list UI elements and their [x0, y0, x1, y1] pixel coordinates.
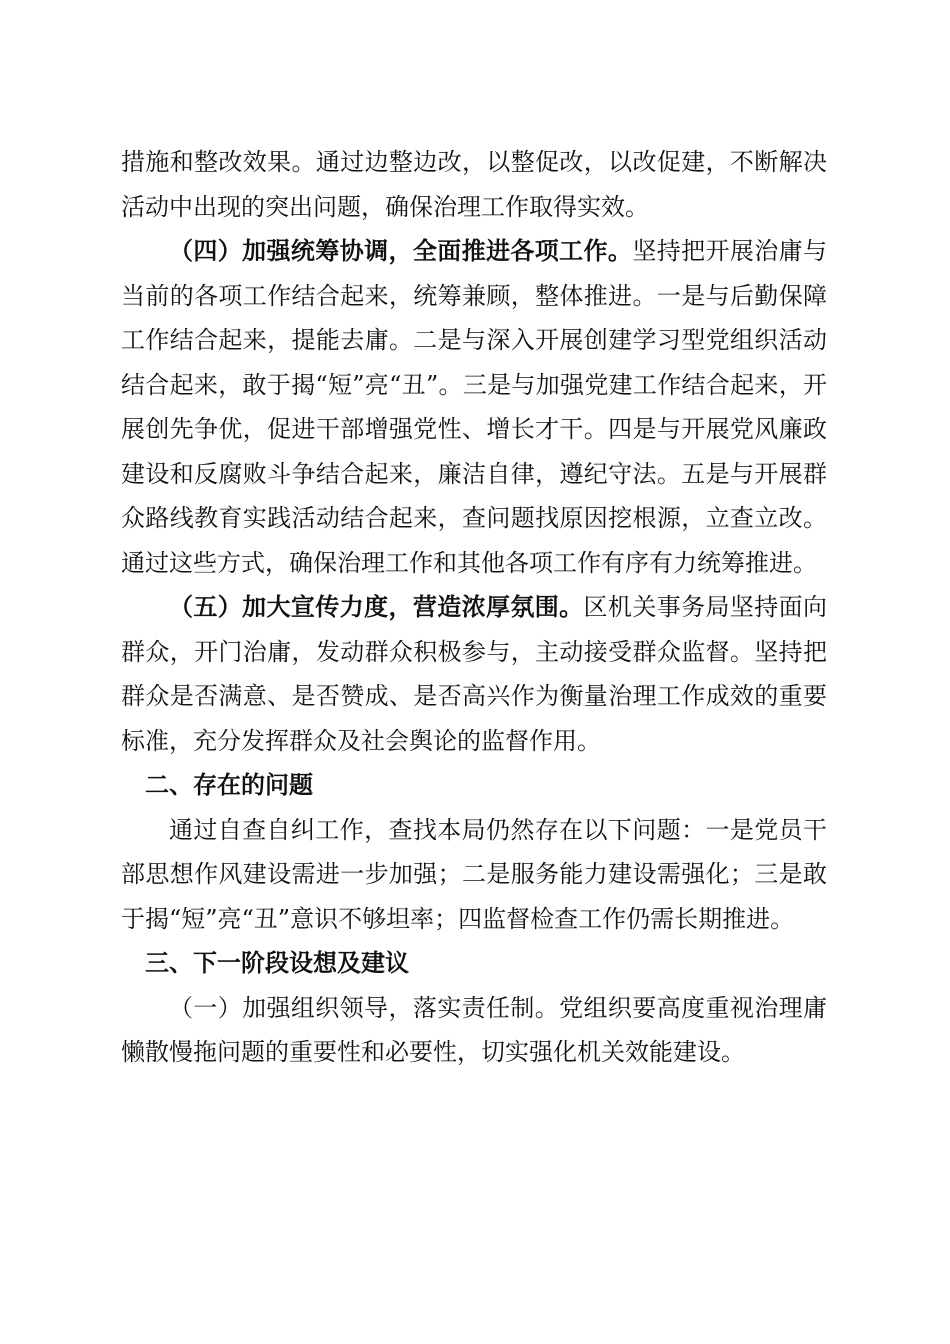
document-body [121, 140, 827, 1075]
next-stage-one-text: 党组织要高度重视治理庸懒散慢拖问题的重要性和必要性，切实强化机关效能建设。 [121, 993, 828, 1066]
heading-problems: 二、存在的问题 [145, 771, 313, 799]
paragraph-section-four [121, 229, 827, 585]
paragraph-section-five [121, 585, 827, 763]
section-four-lead: （四）加强统筹协调，全面推进各项工作。 [169, 236, 633, 265]
section-four-text: 坚持把开展治庸与当前的各项工作结合起来，统筹兼顾，整体推进。一是与后勤保障工作结合起来，提能去庸。二是与深入开展创建学习型党组织活动结合起来，敢于揭“短”亮“丑”。三是与加强党建工作结合起来，开展创先争优，促进干部增强党性、增长才干。四是与开展党风廉政建设和反腐败斗争结合起来，廉洁自律，遵纪守法。五是与开展群众路线教育实践活动结合起来，查问题找原因挖根源，立查立改。通过这些方式，确保治理工作和其他各项工作有序有力统筹推进。 [121, 237, 828, 577]
paragraph-text: 措施和整改效果。通过边整边改，以整促改，以改促建，不断解决活动中出现的突出问题，确保治理工作取得实效。 [121, 148, 827, 221]
paragraph-next-stage-one [121, 986, 827, 1075]
section-five-lead: （五）加大宣传力度，营造浓厚氛围。 [169, 592, 584, 621]
heading-next-stage: 三、下一阶段设想及建议 [145, 949, 409, 977]
paragraph-problems: 通过自查自纠工作，查找本局仍然存在以下问题：一是党员干部思想作风建设需进一步加强；二是服务能力建设需强化；三是敢于揭“短”亮“丑”意识不够坦率；四监督检查工作仍需长期推进。 [121, 815, 827, 933]
section-five-text: 区机关事务局坚持面向群众，开门治庸，发动群众积极参与，主动接受群众监督。坚持把群众是否满意、是否赞成、是否高兴作为衡量治理工作成效的重要标准，充分发挥群众及社会舆论的监督作用。 [121, 593, 828, 755]
paragraph-continuation [121, 140, 827, 229]
next-stage-one-lead: （一）加强组织领导，落实责任制。 [169, 993, 560, 1022]
